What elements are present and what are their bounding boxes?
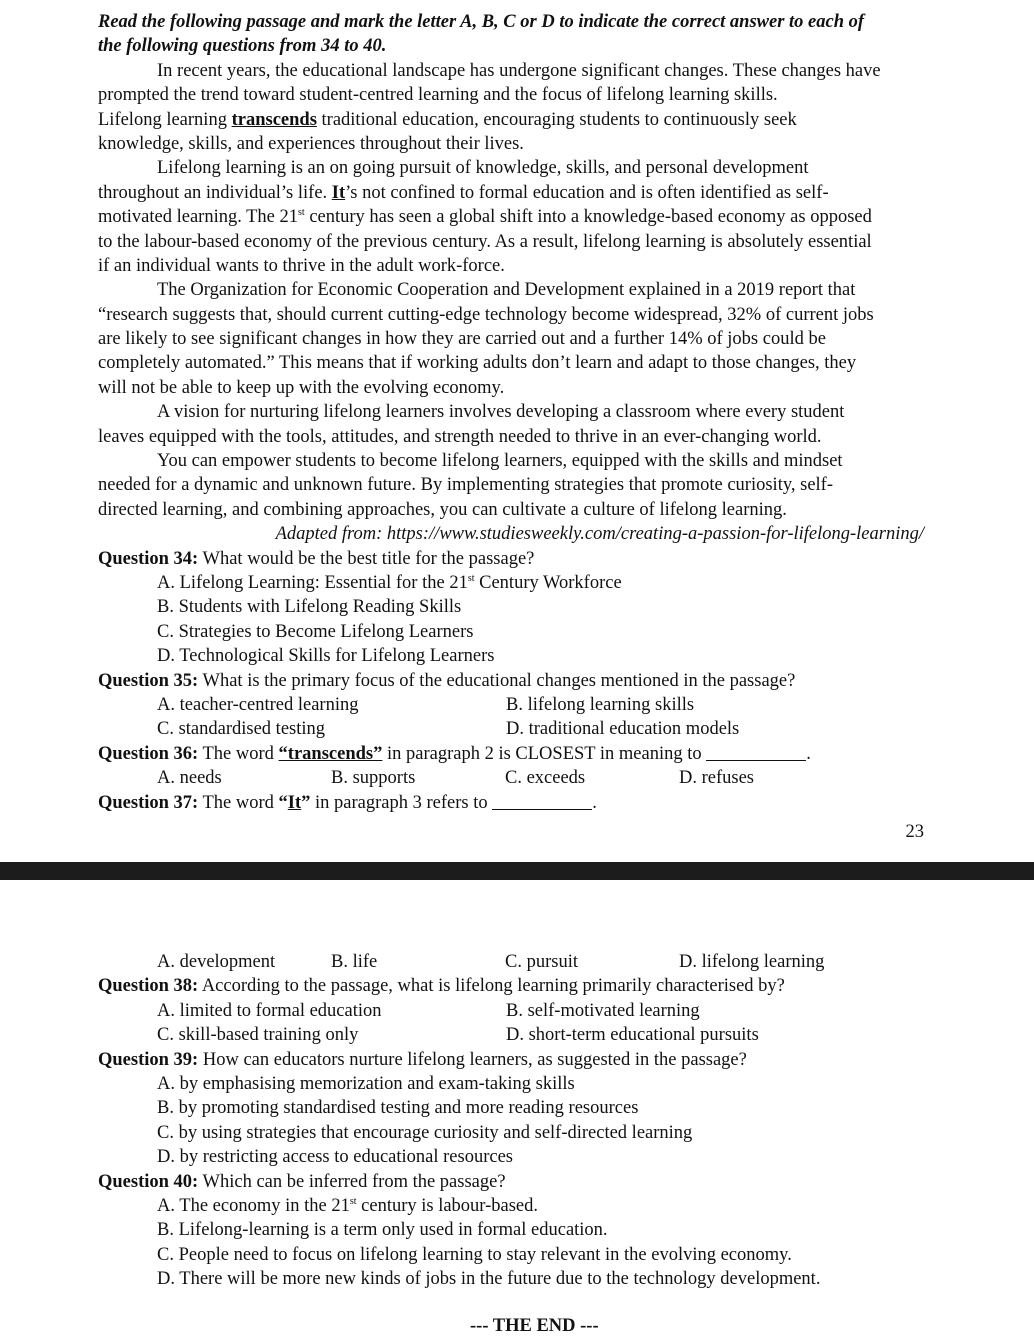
- options-row: [98, 950, 928, 974]
- question-35: [98, 669, 928, 742]
- question-34: [98, 547, 928, 669]
- passage-line: [98, 108, 928, 132]
- passage-line: prompted the trend toward student-centred learning and the focus of lifelong learning skills.: [98, 85, 778, 106]
- passage-paragraph-5: [98, 449, 928, 522]
- question-text: .: [806, 743, 811, 764]
- question-text: How can educators nurture lifelong learners, as suggested in the passage?: [198, 1049, 747, 1070]
- text-run: traditional education, encouraging students to continuously seek: [316, 109, 797, 130]
- options-row: [98, 717, 928, 741]
- passage-line: Lifelong learning is an on going pursuit of knowledge, skills, and personal development: [157, 158, 809, 179]
- superscript: st: [298, 207, 305, 219]
- answer-blank: [706, 744, 806, 761]
- question-stem: [98, 742, 928, 766]
- question-stem: [98, 791, 928, 815]
- option-d[interactable]: D. Technological Skills for Lifelong Learners: [157, 646, 495, 667]
- options-row: [98, 1023, 928, 1047]
- superscript: st: [467, 572, 475, 584]
- option-d[interactable]: D. short-term educational pursuits: [506, 1025, 759, 1046]
- question-text: What would be the best title for the passage?: [198, 548, 535, 569]
- passage-line: leaves equipped with the tools, attitudes, and strength needed to thrive in an ever-changing world.: [98, 426, 822, 447]
- question-label: Question 37:: [98, 792, 199, 813]
- passage-line: to the labour-based economy of the previous century. As a result, lifelong learning is absolutely essential: [98, 231, 872, 252]
- passage-line: The Organization for Economic Cooperation and Development explained in a 2019 report that: [157, 280, 856, 301]
- question-36: [98, 742, 928, 791]
- option-a[interactable]: A. limited to formal education: [157, 1000, 382, 1021]
- passage-line: [98, 181, 928, 205]
- question-label: Question 36:: [98, 743, 199, 764]
- superscript: st: [349, 1195, 357, 1207]
- passage-line: if an individual wants to thrive in the adult work-force.: [98, 255, 505, 276]
- page-number: 23: [905, 822, 924, 842]
- question-text: What is the primary focus of the educational changes mentioned in the passage?: [198, 670, 796, 691]
- question-stem: [98, 974, 928, 998]
- option-a[interactable]: [98, 571, 928, 595]
- option-d[interactable]: D. refuses: [679, 768, 755, 789]
- page-two: [98, 950, 928, 1291]
- option-a[interactable]: A. by emphasising memorization and exam-taking skills: [157, 1073, 575, 1094]
- source-citation: Adapted from: https://www.studiesweekly.com/creating-a-passion-for-lifelong-learning/: [275, 524, 924, 545]
- question-stem: [98, 547, 928, 571]
- option-a[interactable]: A. needs: [157, 768, 222, 789]
- option-b[interactable]: B. Students with Lifelong Reading Skills: [157, 597, 462, 618]
- question-text: The word: [198, 743, 279, 764]
- question-37: [98, 791, 928, 815]
- text-run: motivated learning. The 21: [98, 207, 299, 228]
- options-row: [98, 693, 928, 717]
- passage-line: You can empower students to become lifelong learners, equipped with the skills and mindset: [157, 451, 843, 472]
- option-c[interactable]: C. by using strategies that encourage curiosity and self-directed learning: [157, 1122, 693, 1143]
- option-c[interactable]: C. standardised testing: [157, 719, 326, 740]
- question-label: Question 40:: [98, 1171, 199, 1192]
- option-c[interactable]: C. Strategies to Become Lifelong Learners: [157, 621, 474, 642]
- instructions-line: the following questions from 34 to 40.: [98, 36, 387, 57]
- option-b[interactable]: B. life: [331, 952, 378, 972]
- page-break-bar: [0, 862, 1034, 880]
- page-one: [98, 10, 928, 815]
- question-38: [98, 974, 928, 1047]
- quote-mark: ”: [301, 792, 311, 813]
- question-stem: [98, 669, 928, 693]
- passage-line: needed for a dynamic and unknown future. By implementing strategies that promote curiosity, self-: [98, 475, 834, 496]
- question-text: Which can be inferred from the passage?: [198, 1171, 506, 1192]
- text-run: ’s not confined to formal education and is often identified as self-: [345, 182, 829, 203]
- passage-paragraph-4: [98, 400, 928, 449]
- option-b[interactable]: B. lifelong learning skills: [506, 694, 695, 715]
- option-b[interactable]: B. self-motivated learning: [506, 1000, 700, 1021]
- passage-line: completely automated.” This means that if working adults don’t learn and adapt to those changes, they: [98, 353, 857, 374]
- option-b[interactable]: B. supports: [331, 768, 416, 789]
- option-b[interactable]: B. by promoting standardised testing and more reading resources: [157, 1098, 639, 1119]
- text-run: A. Lifelong Learning: Essential for the 21: [157, 572, 468, 593]
- quoted-word: It: [287, 792, 302, 813]
- passage-paragraph-1: [98, 59, 928, 157]
- option-d[interactable]: D. by restricting access to educational resources: [157, 1147, 513, 1168]
- question-label: Question 39:: [98, 1049, 199, 1070]
- instructions: [98, 10, 928, 59]
- question-stem: [98, 1170, 928, 1194]
- passage-line: In recent years, the educational landscape has undergone significant changes. These changes have: [157, 60, 881, 81]
- question-stem: [98, 1048, 928, 1072]
- option-c[interactable]: C. People need to focus on lifelong learning to stay relevant in the evolving economy.: [157, 1244, 792, 1265]
- question-text: According to the passage, what is lifelong learning primarily characterised by?: [198, 976, 785, 997]
- option-a[interactable]: A. development: [157, 952, 276, 972]
- option-d[interactable]: D. There will be more new kinds of jobs in the future due to the technology development.: [157, 1269, 821, 1290]
- question-text: The word: [198, 792, 279, 813]
- highlighted-word-transcends: transcends: [231, 109, 317, 130]
- text-run: A. The economy in the 21: [157, 1195, 350, 1216]
- quoted-word: “transcends”: [278, 743, 383, 764]
- question-label: Question 38:: [98, 976, 199, 997]
- quote-mark: “: [278, 792, 288, 813]
- options-row: [98, 999, 928, 1023]
- passage-line: A vision for nurturing lifelong learners involves developing a classroom where every student: [157, 402, 845, 423]
- question-40: [98, 1170, 928, 1292]
- option-b[interactable]: B. Lifelong-learning is a term only used in formal education.: [157, 1220, 608, 1241]
- passage-line: will not be able to keep up with the evolving economy.: [98, 377, 505, 398]
- text-run: century has seen a global shift into a knowledge-based economy as opposed: [304, 207, 872, 228]
- text-run: Century Workforce: [474, 572, 622, 593]
- passage-line: directed learning, and combining approaches, you can cultivate a culture of lifelong learning.: [98, 499, 787, 520]
- option-a[interactable]: A. teacher-centred learning: [157, 694, 359, 715]
- text-run: throughout an individual’s life.: [98, 182, 332, 203]
- option-d[interactable]: D. lifelong learning: [679, 952, 825, 972]
- text-run: Lifelong learning: [98, 109, 232, 130]
- passage-line: are likely to see significant changes in how they are carried out and a further 14% of jobs could be: [98, 329, 826, 350]
- text-run: century is labour-based.: [356, 1195, 539, 1216]
- option-c[interactable]: C. skill-based training only: [157, 1025, 359, 1046]
- option-a[interactable]: [98, 1194, 928, 1218]
- option-c[interactable]: C. exceeds: [505, 768, 586, 789]
- passage-paragraph-2: [98, 156, 928, 278]
- question-text: in paragraph 2 is CLOSEST in meaning to: [382, 743, 707, 764]
- question-text: in paragraph 3 refers to: [310, 792, 493, 813]
- the-end-label: --- THE END ---: [470, 1316, 599, 1336]
- highlighted-word-it: It: [331, 182, 346, 203]
- question-39: [98, 1048, 928, 1170]
- question-label: Question 35:: [98, 670, 199, 691]
- question-label: Question 34:: [98, 548, 199, 569]
- option-c[interactable]: C. pursuit: [505, 952, 578, 972]
- question-text: .: [592, 792, 597, 813]
- passage-line: knowledge, skills, and experiences throughout their lives.: [98, 133, 524, 154]
- options-row: [98, 766, 928, 790]
- passage-line: [98, 205, 928, 229]
- passage-line: “research suggests that, should current cutting-edge technology become widespread, 32% of current jobs: [98, 304, 874, 325]
- option-d[interactable]: D. traditional education models: [506, 719, 740, 740]
- answer-blank: [492, 793, 592, 810]
- passage-paragraph-3: [98, 278, 928, 400]
- instructions-line: Read the following passage and mark the letter A, B, C or D to indicate the correct answer to each of: [98, 12, 865, 32]
